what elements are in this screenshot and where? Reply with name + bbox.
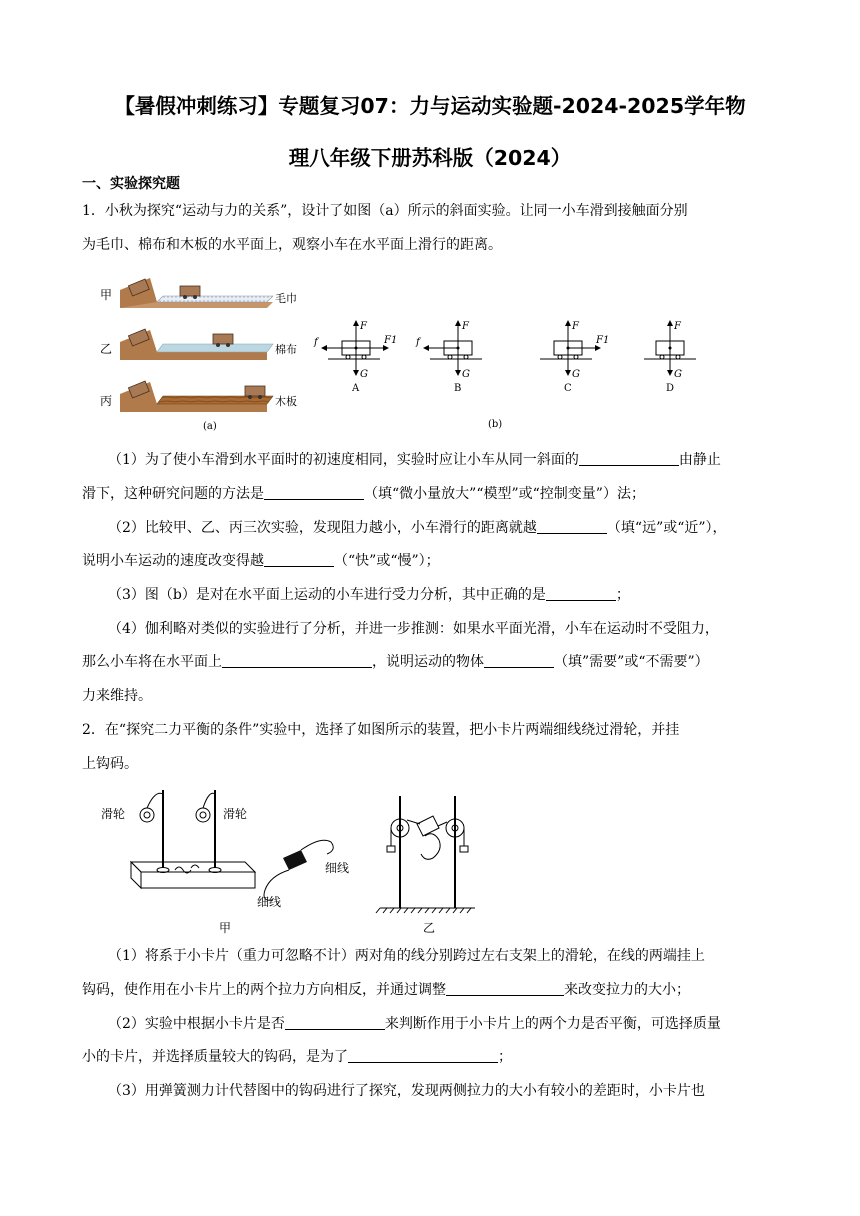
surface-wood-label: 木板: [275, 395, 297, 408]
label-D: D: [666, 383, 675, 394]
q1-sub2-line-2: [82, 551, 772, 571]
q1-sub1-line-1: [108, 450, 798, 470]
title-line-2: 理八年级下册苏科版（2024）: [288, 146, 572, 170]
force-diagram-b: [415, 321, 482, 394]
q2-sub1-text-b: 钩码，使作用在小卡片上的两个拉力方向相反，并通过调整: [82, 982, 446, 998]
figure-b-caption: (b): [488, 419, 503, 430]
answer-blank[interactable]: [446, 981, 564, 996]
q1-sub1-text-c: 滑下，这种研究问题的方法是: [82, 486, 264, 502]
row-label-bing: 丙: [100, 394, 113, 408]
figure-yi-caption: 乙: [423, 921, 436, 935]
q1-sub4-text-c: ，说明运动的物体: [372, 654, 484, 670]
q2-sub1-text-c: 来改变拉力的大小；: [564, 982, 690, 998]
q1-sub2-line-1: [108, 518, 798, 538]
q1-figure-b: [310, 315, 710, 433]
doc-title: [60, 80, 800, 184]
q1-sub2-text-d: （“快”或“慢”）；: [334, 553, 440, 569]
pulley-label-left: 滑轮: [101, 807, 126, 821]
force-diagram-c: [540, 321, 609, 394]
label-F: F: [360, 321, 367, 332]
q1-sub1-text-d: （填“微小量放大”“模型”或“控制变量”）法；: [364, 486, 645, 502]
q2-sub2-line-1: [108, 1014, 798, 1034]
force-diagram-a: [313, 321, 397, 394]
q1-sub1-line-2: [82, 484, 772, 504]
q1-stem-line-1: 1．小秋为探究“运动与力的关系”，设计了如图（a）所示的斜面实验。让同一小车滑到接触面分别: [82, 203, 688, 219]
label-B: B: [454, 383, 462, 394]
q2-sub3-line-1: （3）用弹簧测力计代替图中的钩码进行了探究，发现两侧拉力的大小有较小的差距时，小卡片也: [108, 1083, 705, 1099]
q1-figure-a: [95, 272, 320, 434]
answer-blank[interactable]: [285, 1015, 385, 1030]
pulley-label-right: 滑轮: [223, 807, 248, 821]
answer-blank[interactable]: [348, 1048, 498, 1063]
answer-blank[interactable]: [579, 451, 679, 466]
q1-sub4-text-b: 那么小车将在水平面上: [82, 654, 222, 670]
row-label-yi: 乙: [100, 342, 113, 356]
label-C: C: [564, 383, 572, 394]
q2-sub2-text-a: （2）实验中根据小卡片是否: [108, 1016, 285, 1032]
label-f: f: [416, 337, 420, 348]
surface-cotton-label: 棉布: [275, 343, 297, 356]
q1-sub4-text-d: （填”需要”或“不需要”）: [554, 654, 709, 670]
label-G: G: [572, 369, 580, 380]
section-heading: 一、实验探究题: [82, 176, 180, 192]
q1-sub3-text-b: ；: [615, 587, 630, 603]
q1-sub3-line: [108, 585, 798, 605]
figure-a-caption: (a): [203, 421, 217, 432]
label-G: G: [360, 369, 368, 380]
answer-blank[interactable]: [222, 653, 372, 668]
q2-stem-line-1: 2．在“探究二力平衡的条件”实验中，选择了如图所示的装置，把小卡片两端细线绕过滑轮，并挂: [82, 722, 680, 738]
label-F1: F1: [596, 335, 610, 346]
surface-towel-label: 毛巾: [275, 292, 297, 305]
answer-blank[interactable]: [537, 519, 607, 534]
q1-sub4-line-3: 力来维持。: [82, 688, 152, 704]
label-G: G: [674, 369, 682, 380]
figure-jia-caption: 甲: [219, 921, 232, 935]
q2-sub2-text-b: 来判断作用于小卡片上的两个力是否平衡，可选择质量: [384, 1016, 721, 1032]
q2-stem-line-2: 上钩码。: [82, 756, 138, 772]
answer-blank[interactable]: [546, 586, 616, 601]
apparatus-yi: [376, 796, 475, 935]
q1-sub1-text-b: 由静止: [678, 452, 721, 468]
q2-sub2-text-c: 小的卡片，并选择质量较大的钩码，是为了: [82, 1049, 348, 1065]
force-diagram-d: [644, 321, 696, 394]
label-f: f: [314, 337, 318, 348]
q2-sub1-line-2: [82, 980, 772, 1000]
row-label-jia: 甲: [100, 288, 113, 302]
label-F: F: [674, 321, 681, 332]
q1-sub3-text-a: （3）图（b）是对在水平面上运动的小车进行受力分析，其中正确的是: [108, 587, 546, 603]
answer-blank[interactable]: [264, 485, 364, 500]
title-line-1: 【暑假冲刺练习】专题复习07：力与运动实验题-2024-2025学年物: [114, 94, 746, 118]
answer-blank[interactable]: [484, 653, 554, 668]
thread-label-2: 细线: [257, 895, 282, 909]
q1-sub2-text-c: 说明小车运动的速度改变得越: [82, 553, 264, 569]
q2-sub1-line-1: （1）将系于小卡片（重力可忽略不计）两对角的线分别跨过左右支架上的滑轮，在线的两端挂上: [108, 948, 705, 964]
q2-sub2-line-2: [82, 1047, 772, 1067]
label-G: G: [462, 369, 470, 380]
thread-label-1: 细线: [325, 861, 350, 875]
q2-figure: [95, 780, 495, 940]
answer-blank[interactable]: [264, 552, 334, 567]
label-F: F: [572, 321, 579, 332]
q1-sub1-text-a: （1）为了使小车滑到水平面时的初速度相同，实验时应让小车从同一斜面的: [108, 452, 579, 468]
apparatus-jia: [101, 790, 255, 935]
q2-sub2-text-d: ；: [498, 1049, 512, 1065]
label-A: A: [352, 383, 360, 394]
q1-sub2-text-b: （填“远”或“近”），: [606, 520, 727, 536]
q1-sub2-text-a: （2）比较甲、乙、丙三次实验，发现阻力越小，小车滑行的距离就越: [108, 520, 537, 536]
q1-sub4-line-2: [82, 652, 772, 672]
card-with-threads: [257, 840, 349, 909]
label-F1: F1: [384, 335, 398, 346]
q1-sub4-line-1: （4）伽利略对类似的实验进行了分析，并进一步推测：如果水平面光滑，小车在运动时不受阻力，: [108, 621, 719, 637]
label-F: F: [462, 321, 469, 332]
q1-stem-line-2: 为毛巾、棉布和木板的水平面上，观察小车在水平面上滑行的距离。: [82, 237, 502, 253]
